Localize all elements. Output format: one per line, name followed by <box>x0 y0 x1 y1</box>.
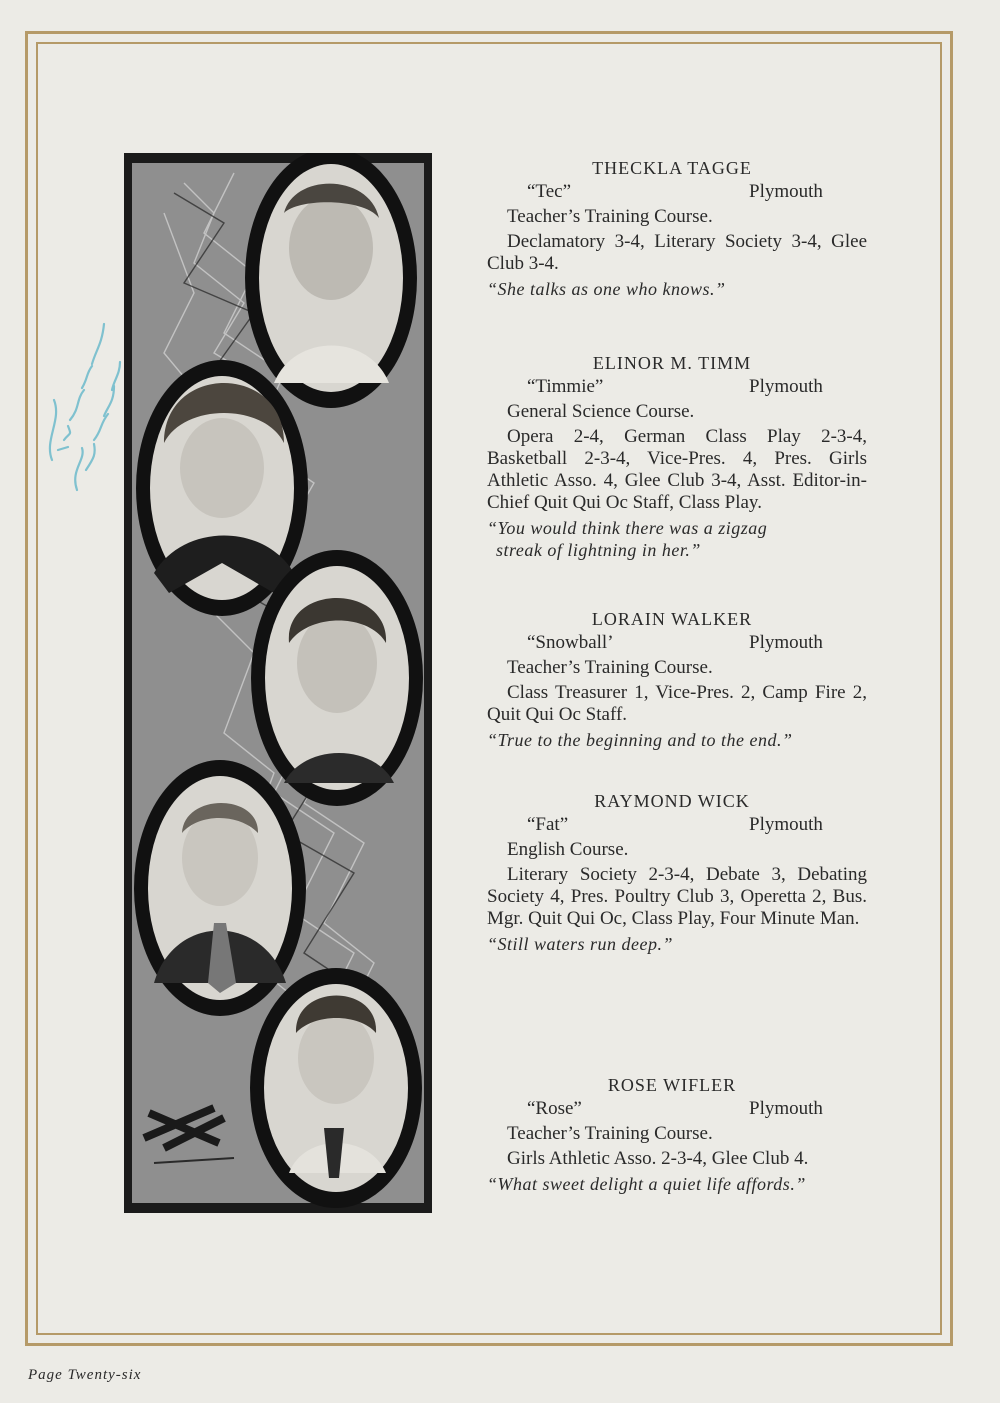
student-town: Plymouth <box>749 1098 823 1119</box>
student-entry <box>487 608 867 751</box>
portrait-5 <box>250 968 422 1208</box>
student-activities: Declamatory 3-4, Literary Society 3-4, Glee Club 3-4. <box>487 231 867 274</box>
student-entry <box>487 1074 867 1195</box>
student-town: Plymouth <box>749 632 823 653</box>
student-course: Teacher’s Training Course. <box>507 206 713 227</box>
student-nickname: “Tec” <box>527 181 572 202</box>
student-nickname: “Rose” <box>527 1098 582 1119</box>
student-entry <box>487 790 867 955</box>
student-quote-line2: streak of lightning in her.” <box>496 540 701 560</box>
handwritten-signature <box>42 300 132 500</box>
portrait-4 <box>134 760 306 1016</box>
student-name: RAYMOND WICK <box>594 791 750 811</box>
student-nickname: “Snowball’ <box>527 632 614 653</box>
student-nickname: “Timmie” <box>527 376 604 397</box>
student-quote: “Still waters run deep.” <box>487 934 674 954</box>
student-course: Teacher’s Training Course. <box>507 657 713 678</box>
portrait-1 <box>245 153 417 408</box>
student-entry <box>487 157 867 300</box>
student-name: ELINOR M. TIMM <box>592 353 752 373</box>
student-town: Plymouth <box>749 814 823 835</box>
student-name: LORAIN WALKER <box>591 609 753 629</box>
student-course: General Science Course. <box>507 401 695 422</box>
student-activities: Class Treasurer 1, Vice-Pres. 2, Camp Fire 2, Quit Qui Oc Staff. <box>487 682 867 725</box>
portrait-panel <box>124 153 432 1213</box>
student-course: English Course. <box>507 839 629 860</box>
student-activities: Opera 2-4, German Class Play 2-3-4, Basketball 2-3-4, Vice-Pres. 4, Pres. Girls Athletic Asso. 4, Glee Club 3-4, Asst. Editor-in-Chief Quit Qui Oc Staff, Class Play. <box>487 426 867 513</box>
student-town: Plymouth <box>749 376 823 397</box>
student-activities: Girls Athletic Asso. 2-3-4, Glee Club 4. <box>507 1148 809 1169</box>
page-number-footer: Page Twenty-six <box>28 1367 142 1383</box>
portrait-2 <box>136 360 308 616</box>
student-quote: “What sweet delight a quiet life affords.” <box>487 1174 806 1194</box>
student-quote: “You would think there was a zigzag <box>487 518 768 538</box>
student-course: Teacher’s Training Course. <box>507 1123 713 1144</box>
student-town: Plymouth <box>749 181 823 202</box>
student-entry <box>487 352 867 561</box>
student-name: THECKLA TAGGE <box>592 158 752 178</box>
student-quote: “She talks as one who knows.” <box>487 279 726 299</box>
student-name: ROSE WIFLER <box>607 1075 737 1095</box>
student-nickname: “Fat” <box>527 814 569 835</box>
student-quote: “True to the beginning and to the end.” <box>487 730 793 750</box>
student-activities: Literary Society 2-3-4, Debate 3, Debating Society 4, Pres. Poultry Club 3, Operetta 2, Bus. Mgr. Quit Qui Oc, Class Play, Four Minute Man. <box>487 864 867 929</box>
portrait-3 <box>251 550 423 806</box>
